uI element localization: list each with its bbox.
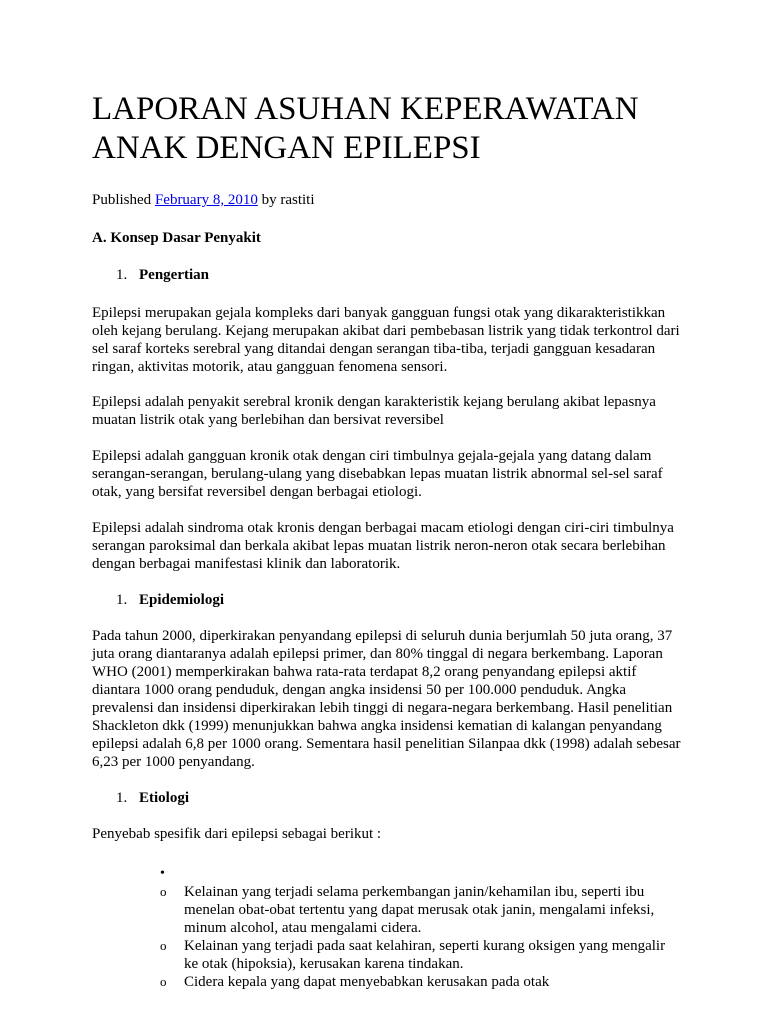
list-item-text: Kelainan yang terjadi selama perkembangan janin/kehamilan ibu, seperti ibu menelan obat-obat tertentu yang dapat merusak otak janin, mengalami infeksi, minum alcohol, atau mengalami cidera. xyxy=(184,884,655,936)
heading-title: Etiologi xyxy=(139,790,190,806)
heading-epidemiologi xyxy=(92,591,682,609)
post-meta xyxy=(92,191,682,209)
author-text: by rastiti xyxy=(261,192,315,208)
paragraph: Penyebab spesifik dari epilepsi sebagai berikut : xyxy=(92,826,382,842)
list-item xyxy=(160,973,682,991)
paragraph: Epilepsi adalah sindroma otak kronis dengan berbagai macam etiologi dengan ciri-ciri timbulnya serangan paroksimal dan berkala akibat lepas muatan listrik neron-neron otak secara berlebihan dengan berbagai manifestasi klinik dan laboratorik. xyxy=(92,520,674,572)
heading-pengertian xyxy=(92,266,682,284)
list-item-text: Kelainan yang terjadi pada saat kelahiran, seperti kurang oksigen yang mengalir ke otak (hipoksia), kerusakan karena tindakan. xyxy=(184,938,666,972)
circle-bullet-icon: o xyxy=(160,974,167,989)
date-link[interactable]: February 8, 2010 xyxy=(154,192,258,208)
heading-etiologi xyxy=(92,789,682,807)
section-heading-a: A. Konsep Dasar Penyakit xyxy=(92,230,261,246)
page-title: LAPORAN ASUHAN KEPERAWATAN ANAK DENGAN EPILEPSI xyxy=(92,91,639,166)
paragraph: Epilepsi adalah penyakit serebral kronik dengan karakteristik kejang berulang akibat lepasnya muatan listrik otak yang berlebihan dan bersivat reversibel xyxy=(92,394,656,428)
paragraph: Pada tahun 2000, diperkirakan penyandang epilepsi di seluruh dunia berjumlah 50 juta orang, 37 juta orang diantaranya adalah epilepsi primer, dan 80% tinggal di negara berkembang. Laporan WHO (2001) memperkirakan bahwa rata-rata terdapat 8,2 orang penyandang epilepsi aktif diantara 1000 orang penduduk, dengan angka insidensi 50 per 100.000 penduduk. Angka prevalensi dan insidensi diperkirakan lebih tinggi di negara-negara berkembang. Hasil penelitian Shackleton dkk (1999) menunjukkan bahwa angka insidensi kematian di kalangan penyandang epilepsi adalah 6,8 per 1000 orang. Sementara hasil penelitian Silanpaa dkk (1998) adalah sebesar 6,23 per 1000 penyandang. xyxy=(92,628,681,770)
circle-bullet-icon: o xyxy=(160,938,167,953)
published-label: Published xyxy=(92,192,152,208)
bullet-icon: • xyxy=(160,866,165,881)
heading-number: 1. xyxy=(116,790,128,806)
document-page xyxy=(92,90,682,991)
heading-number: 1. xyxy=(116,592,128,608)
list-item xyxy=(160,937,682,973)
list-item-text: Cidera kepala yang dapat menyebabkan kerusakan pada otak xyxy=(184,974,550,990)
list-item xyxy=(160,883,682,937)
paragraph: Epilepsi adalah gangguan kronik otak dengan ciri timbulnya gejala-gejala yang datang dalam serangan-serangan, berulang-ulang yang disebabkan lepas muatan listrik abnormal sel-sel saraf otak, yang bersifat reversibel dengan berbagai etiologi. xyxy=(92,448,663,500)
circle-bullet-icon: o xyxy=(160,884,167,899)
heading-number: 1. xyxy=(116,267,128,283)
heading-title: Pengertian xyxy=(139,267,209,283)
paragraph: Epilepsi merupakan gejala kompleks dari banyak gangguan fungsi otak yang dikarakteristikkan oleh kejang berulang. Kejang merupakan akibat dari pembebasan listrik yang tidak terkontrol dari sel saraf korteks serebral yang ditandai dengan serangan tiba-tiba, terjadi gangguan kesadaran ringan, aktivitas motorik, atau gangguan fenomena sensori. xyxy=(92,305,680,375)
heading-title: Epidemiologi xyxy=(139,592,225,608)
cause-list xyxy=(92,865,682,991)
list-item xyxy=(160,865,682,883)
